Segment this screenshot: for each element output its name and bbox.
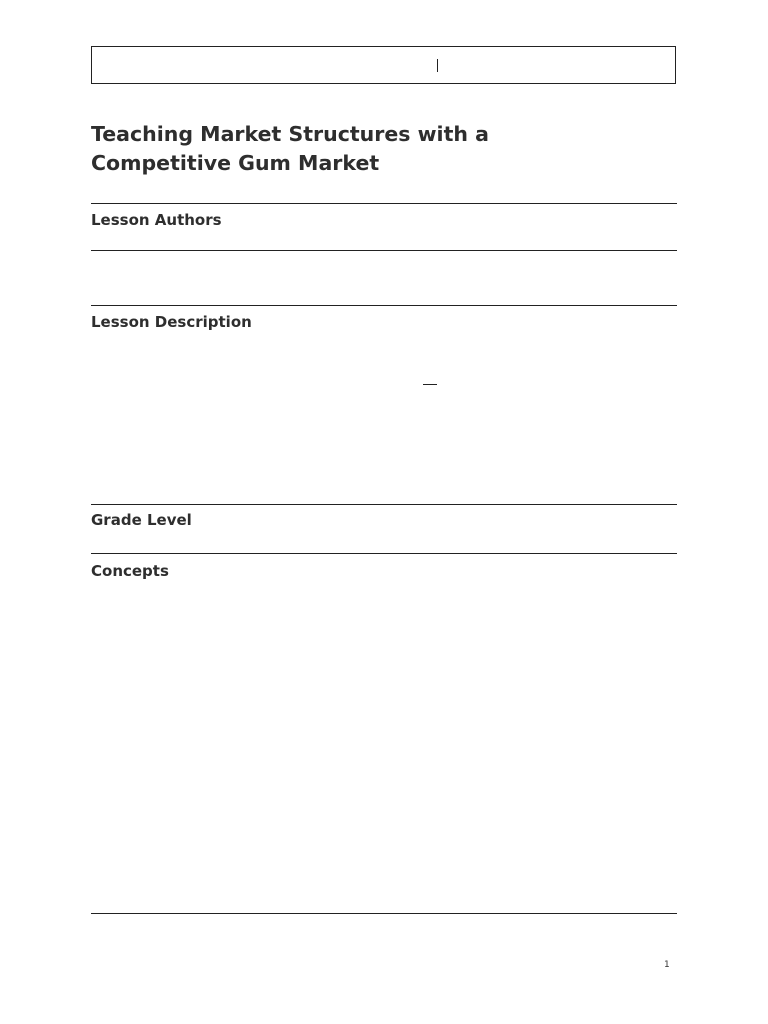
divider-authors-top — [91, 203, 677, 204]
header-box — [91, 46, 676, 84]
document-title — [91, 120, 651, 178]
divider-grade-top — [91, 504, 677, 505]
divider-description-top — [91, 305, 677, 306]
section-heading-lesson-description: Lesson Description — [91, 313, 252, 331]
section-heading-grade-level: Grade Level — [91, 511, 192, 529]
title-line-1: Teaching Market Structures with a — [91, 122, 489, 146]
dash-mark — [423, 384, 437, 385]
divider-footer — [91, 913, 677, 914]
page-number: 1 — [664, 960, 670, 970]
divider-concepts-top — [91, 553, 677, 554]
section-heading-concepts: Concepts — [91, 562, 169, 580]
divider-authors-bottom — [91, 250, 677, 251]
section-heading-lesson-authors: Lesson Authors — [91, 211, 222, 229]
title-line-2: Competitive Gum Market — [91, 151, 380, 175]
text-cursor — [437, 59, 438, 72]
